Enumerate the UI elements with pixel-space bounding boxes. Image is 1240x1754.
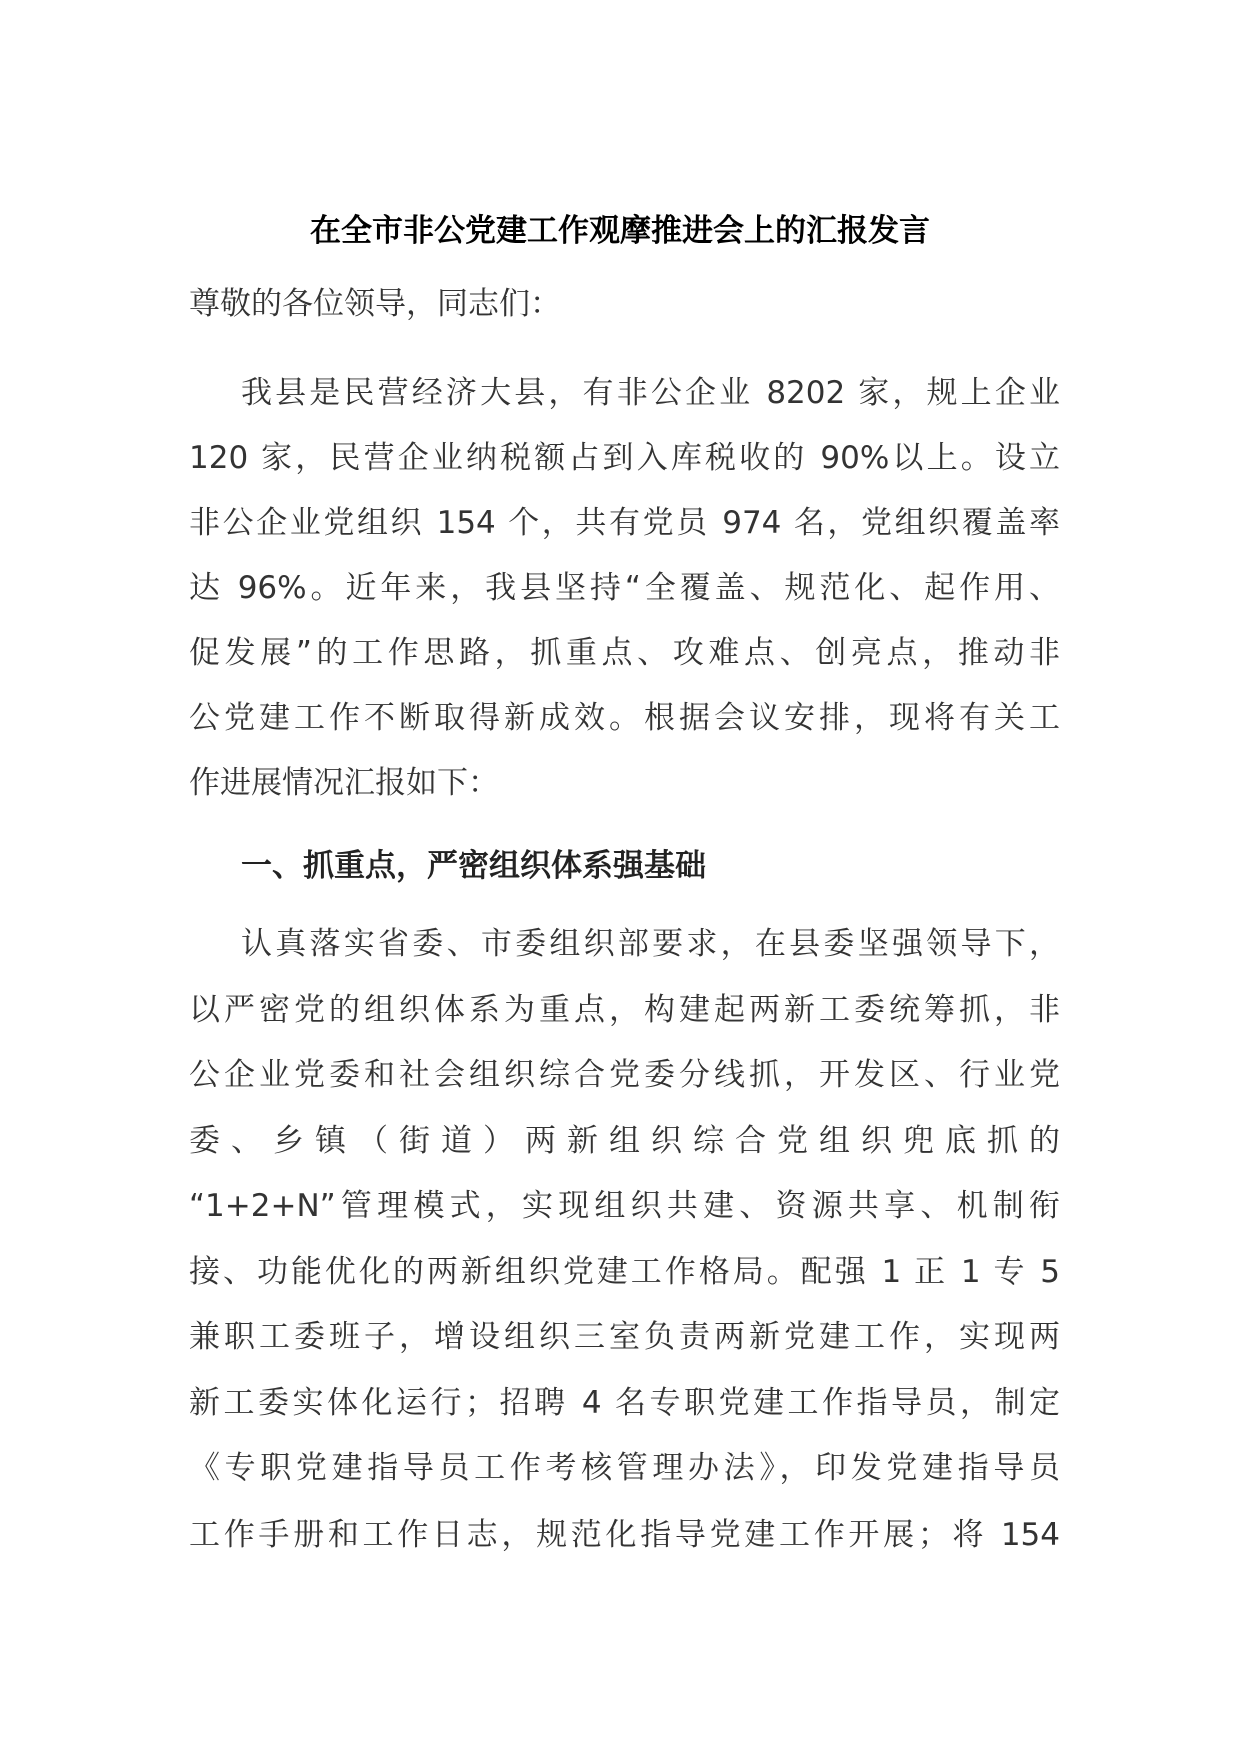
paragraph-line: 公企业党委和社会组织综合党委分线抓，开发区、行业党: [189, 1057, 1060, 1093]
paragraph-line: 《专职党建指导员工作考核管理办法》，印发党建指导员: [189, 1450, 1060, 1486]
paragraph-line: 以严密党的组织体系为重点，构建起两新工委统筹抓，非: [189, 992, 1060, 1028]
paragraph-line: 我县是民营经济大县，有非公企业 8202 家，规上企业: [241, 375, 1060, 411]
paragraph-line: 促发展”的工作思路，抓重点、攻难点、创亮点，推动非: [189, 635, 1060, 671]
paragraph-line: 公党建工作不断取得新成效。根据会议安排，现将有关工: [189, 700, 1060, 736]
paragraph-line: 120 家，民营企业纳税额占到入库税收的 90%以上。设立: [189, 440, 1060, 476]
greeting: 尊敬的各位领导，同志们：: [189, 286, 561, 322]
paragraph-line: 委、乡镇（街道）两新组织综合党组织兜底抓的: [189, 1123, 1060, 1159]
document-title: 在全市非公党建工作观摩推进会上的汇报发言: [310, 213, 930, 249]
paragraph-line: 认真落实省委、市委组织部要求，在县委坚强领导下，: [241, 926, 1060, 962]
paragraph-line: 工作手册和工作日志，规范化指导党建工作开展；将 154: [189, 1517, 1060, 1553]
paragraph-line: 新工委实体化运行；招聘 4 名专职党建工作指导员，制定: [189, 1385, 1060, 1421]
paragraph-line: 非公企业党组织 154 个，共有党员 974 名，党组织覆盖率: [189, 505, 1060, 541]
paragraph-line: “1+2+N”管理模式，实现组织共建、资源共享、机制衔: [189, 1188, 1060, 1224]
paragraph-line: 作进展情况汇报如下：: [189, 765, 499, 801]
section-heading: 一、抓重点，严密组织体系强基础: [241, 848, 706, 884]
paragraph-line: 兼职工委班子，增设组织三室负责两新党建工作，实现两: [189, 1319, 1060, 1355]
paragraph-line: 接、功能优化的两新组织党建工作格局。配强 1 正 1 专 5: [189, 1254, 1060, 1290]
paragraph-line: 达 96%。近年来，我县坚持“全覆盖、规范化、起作用、: [189, 570, 1060, 606]
